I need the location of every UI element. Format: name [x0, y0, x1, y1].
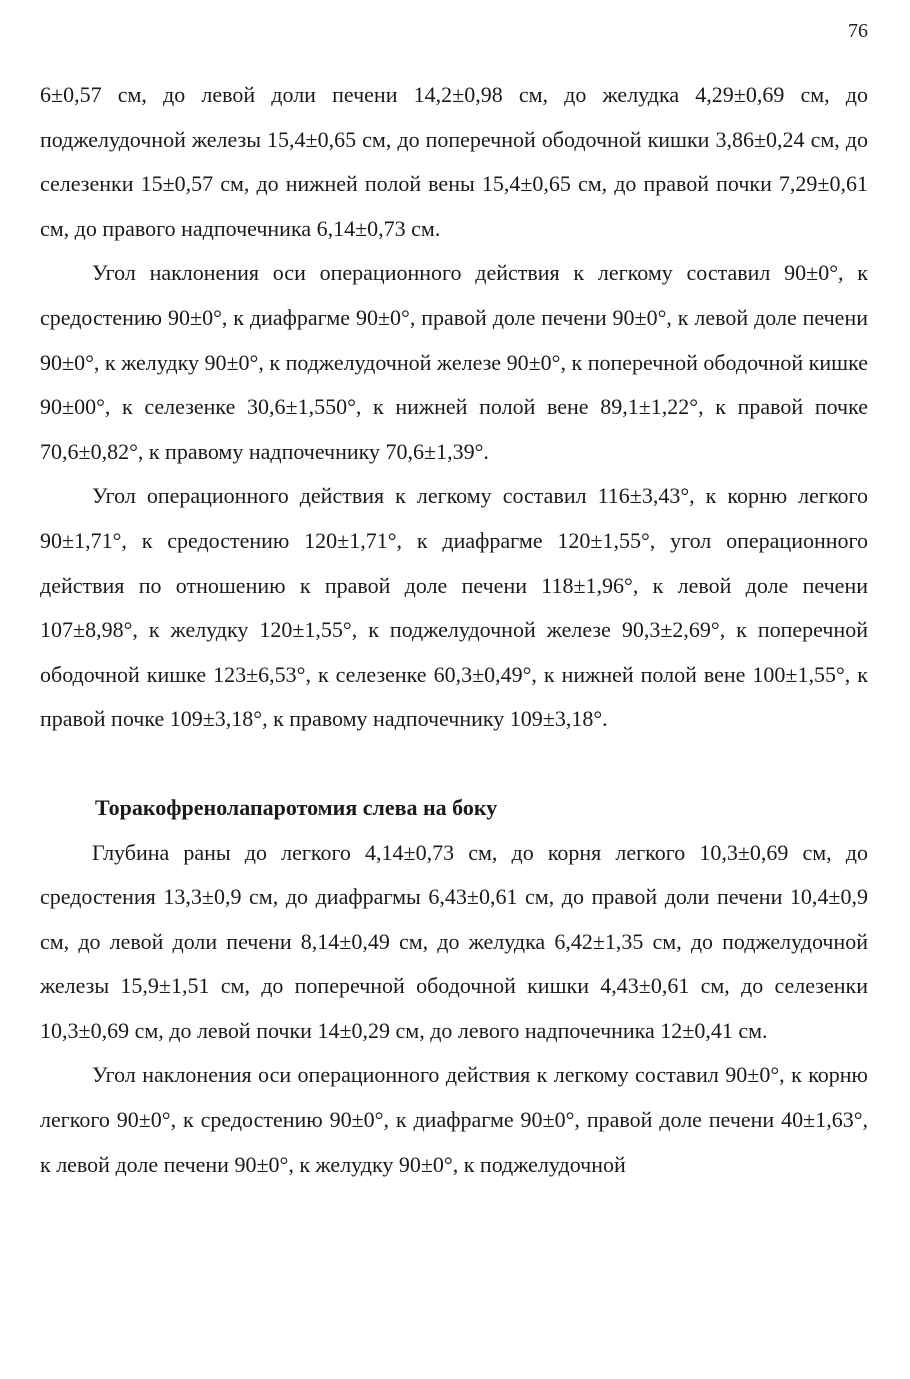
page-number: 76	[848, 20, 868, 42]
paragraph-wound-depth: Глубина раны до легкого 4,14±0,73 см, до корня легкого 10,3±0,69 см, до средостения 13,3±0,9 см, до диафрагмы 6,43±0,61 см, до правой доли печени 10,4±0,9 см, до левой доли печени 8,14±0,49 см, до желудка 6,42±1,35 см, до поджелудочной железы 15,9±1,51 см, до поперечной ободочной кишки 4,43±0,61 см, до селезенки 10,3±0,69 см, до левой почки 14±0,29 см, до левого надпочечника 12±0,41 см.	[40, 839, 868, 1043]
paragraph-operative-action-angle: Угол операционного действия к легкому составил 116±3,43°, к корню легкого 90±1,71°, к средостению 120±1,71°, к диафрагме 120±1,55°, угол операционного действия по отношению к правой доле печени 118±1,96°, к левой доле печени 107±8,98°, к желудку 120±1,55°, к поджелудочной железе 90,3±2,69°, к поперечной ободочной кишке 123±6,53°, к селезенке 60,3±0,49°, к нижней полой вене 100±1,55°, к правой почке 109±3,18°, к правому надпочечнику 109±3,18°.	[40, 483, 868, 732]
document-body	[40, 73, 868, 1187]
paragraph-wound-depth-continued: 6±0,57 см, до левой доли печени 14,2±0,98 см, до желудка 4,29±0,69 см, до поджелудочной железы 15,4±0,65 см, до поперечной ободочной кишки 3,86±0,24 см, до селезенки 15±0,57 см, до нижней полой вены 15,4±0,65 см, до правой почки 7,29±0,61 см, до правого надпочечника 6,14±0,73 см.	[40, 82, 868, 241]
paragraph-axis-inclination-angle: Угол наклонения оси операционного действия к легкому составил 90±0°, к средостению 90±0°, к диафрагме 90±0°, правой доле печени 90±0°, к левой доле печени 90±0°, к желудку 90±0°, к поджелудочной железе 90±0°, к поперечной ободочной кишке 90±00°, к селезенке 30,6±1,550°, к нижней полой вене 89,1±1,22°, к правой почке 70,6±0,82°, к правому надпочечнику 70,6±1,39°.	[40, 260, 868, 464]
section-spacer	[40, 742, 868, 786]
paragraph-axis-inclination-angle-left: Угол наклонения оси операционного действия к легкому составил 90±0°, к корню легкого 90±0°, к средостению 90±0°, к диафрагме 90±0°, правой доле печени 40±1,63°, к левой доле печени 90±0°, к желудку 90±0°, к поджелудочной	[40, 1062, 868, 1177]
section-heading: Торакофренолапаротомия слева на боку	[95, 794, 498, 820]
